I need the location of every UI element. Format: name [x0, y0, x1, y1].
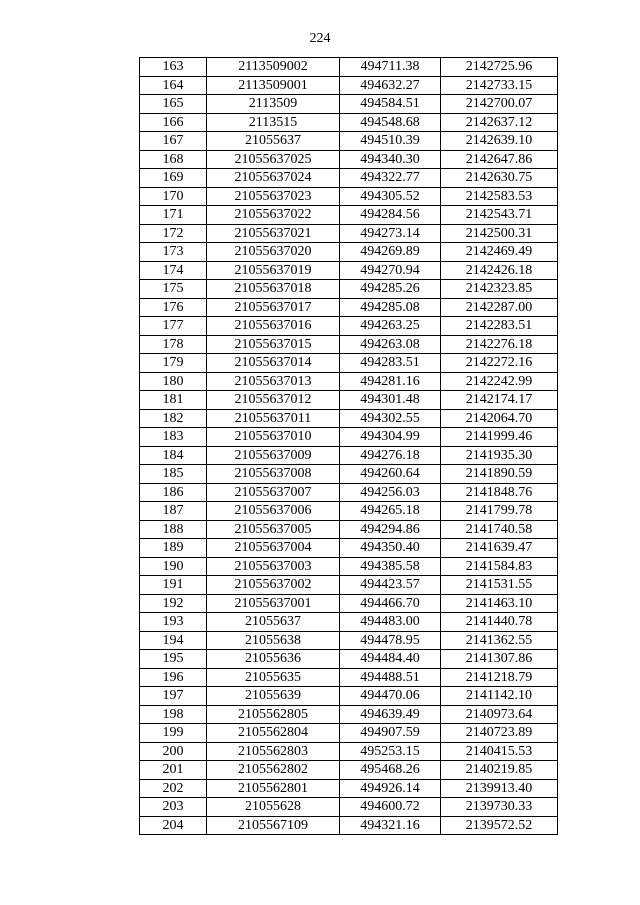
table-row: [140, 761, 558, 780]
row-number-cell: 196: [140, 668, 207, 687]
point-id-cell: 21055639: [207, 687, 340, 706]
y-coordinate-cell: 2140219.85: [441, 761, 558, 780]
point-id-cell: 21055637012: [207, 391, 340, 410]
y-coordinate-cell: 2142276.18: [441, 335, 558, 354]
row-number-cell: 198: [140, 705, 207, 724]
table-row: [140, 169, 558, 188]
x-coordinate-cell: 494265.18: [340, 502, 441, 521]
x-coordinate-cell: 494283.51: [340, 354, 441, 373]
point-id-cell: 21055637008: [207, 465, 340, 484]
y-coordinate-cell: 2142323.85: [441, 280, 558, 299]
x-coordinate-cell: 494548.68: [340, 113, 441, 132]
row-number-cell: 172: [140, 224, 207, 243]
row-number-cell: 200: [140, 742, 207, 761]
point-id-cell: 21055637020: [207, 243, 340, 262]
point-id-cell: 21055637025: [207, 150, 340, 169]
table-row: [140, 742, 558, 761]
y-coordinate-cell: 2139572.52: [441, 816, 558, 835]
row-number-cell: 164: [140, 76, 207, 95]
table-row: [140, 95, 558, 114]
x-coordinate-cell: 494600.72: [340, 798, 441, 817]
y-coordinate-cell: 2142700.07: [441, 95, 558, 114]
x-coordinate-cell: 494466.70: [340, 594, 441, 613]
table-row: [140, 798, 558, 817]
point-id-cell: 2113509001: [207, 76, 340, 95]
x-coordinate-cell: 494632.27: [340, 76, 441, 95]
row-number-cell: 175: [140, 280, 207, 299]
table-row: [140, 206, 558, 225]
y-coordinate-cell: 2141890.59: [441, 465, 558, 484]
row-number-cell: 165: [140, 95, 207, 114]
point-id-cell: 21055637013: [207, 372, 340, 391]
y-coordinate-cell: 2142287.00: [441, 298, 558, 317]
table-row: [140, 465, 558, 484]
y-coordinate-cell: 2141142.10: [441, 687, 558, 706]
x-coordinate-cell: 494285.08: [340, 298, 441, 317]
point-id-cell: 2105562803: [207, 742, 340, 761]
table-row: [140, 298, 558, 317]
y-coordinate-cell: 2140415.53: [441, 742, 558, 761]
y-coordinate-cell: 2142064.70: [441, 409, 558, 428]
x-coordinate-cell: 494483.00: [340, 613, 441, 632]
row-number-cell: 204: [140, 816, 207, 835]
row-number-cell: 191: [140, 576, 207, 595]
row-number-cell: 168: [140, 150, 207, 169]
table-row: [140, 705, 558, 724]
point-id-cell: 2105562804: [207, 724, 340, 743]
y-coordinate-cell: 2142174.17: [441, 391, 558, 410]
row-number-cell: 190: [140, 557, 207, 576]
row-number-cell: 194: [140, 631, 207, 650]
row-number-cell: 169: [140, 169, 207, 188]
point-id-cell: 2113509: [207, 95, 340, 114]
x-coordinate-cell: 494284.56: [340, 206, 441, 225]
row-number-cell: 201: [140, 761, 207, 780]
row-number-cell: 197: [140, 687, 207, 706]
point-id-cell: 2105562802: [207, 761, 340, 780]
table-row: [140, 150, 558, 169]
x-coordinate-cell: 494305.52: [340, 187, 441, 206]
x-coordinate-cell: 494321.16: [340, 816, 441, 835]
table-row: [140, 631, 558, 650]
y-coordinate-cell: 2142647.86: [441, 150, 558, 169]
point-id-cell: 21055637018: [207, 280, 340, 299]
row-number-cell: 192: [140, 594, 207, 613]
table-row: [140, 335, 558, 354]
row-number-cell: 188: [140, 520, 207, 539]
table-row: [140, 446, 558, 465]
row-number-cell: 179: [140, 354, 207, 373]
point-id-cell: 21055637001: [207, 594, 340, 613]
table-row: [140, 594, 558, 613]
table-row: [140, 372, 558, 391]
x-coordinate-cell: 494478.95: [340, 631, 441, 650]
row-number-cell: 173: [140, 243, 207, 262]
row-number-cell: 186: [140, 483, 207, 502]
table-row: [140, 113, 558, 132]
row-number-cell: 170: [140, 187, 207, 206]
y-coordinate-cell: 2139913.40: [441, 779, 558, 798]
x-coordinate-cell: 494276.18: [340, 446, 441, 465]
row-number-cell: 193: [140, 613, 207, 632]
point-id-cell: 21055637023: [207, 187, 340, 206]
x-coordinate-cell: 495468.26: [340, 761, 441, 780]
y-coordinate-cell: 2139730.33: [441, 798, 558, 817]
point-id-cell: 21055637: [207, 613, 340, 632]
point-id-cell: 2105562801: [207, 779, 340, 798]
x-coordinate-cell: 494281.16: [340, 372, 441, 391]
table-row: [140, 668, 558, 687]
y-coordinate-cell: 2141848.76: [441, 483, 558, 502]
point-id-cell: 21055637024: [207, 169, 340, 188]
row-number-cell: 181: [140, 391, 207, 410]
point-id-cell: 21055637002: [207, 576, 340, 595]
x-coordinate-cell: 494470.06: [340, 687, 441, 706]
table-row: [140, 132, 558, 151]
point-id-cell: 21055638: [207, 631, 340, 650]
point-id-cell: 21055637016: [207, 317, 340, 336]
table-row: [140, 280, 558, 299]
y-coordinate-cell: 2140723.89: [441, 724, 558, 743]
row-number-cell: 177: [140, 317, 207, 336]
row-number-cell: 163: [140, 58, 207, 77]
y-coordinate-cell: 2141362.55: [441, 631, 558, 650]
table-row: [140, 557, 558, 576]
y-coordinate-cell: 2142733.15: [441, 76, 558, 95]
point-id-cell: 21055637004: [207, 539, 340, 558]
row-number-cell: 203: [140, 798, 207, 817]
y-coordinate-cell: 2141740.58: [441, 520, 558, 539]
y-coordinate-cell: 2142543.71: [441, 206, 558, 225]
row-number-cell: 180: [140, 372, 207, 391]
point-id-cell: 2105562805: [207, 705, 340, 724]
row-number-cell: 189: [140, 539, 207, 558]
page-number: 224: [309, 31, 331, 46]
y-coordinate-cell: 2142725.96: [441, 58, 558, 77]
table-row: [140, 539, 558, 558]
x-coordinate-cell: 494584.51: [340, 95, 441, 114]
y-coordinate-cell: 2141584.83: [441, 557, 558, 576]
table-row: [140, 224, 558, 243]
point-id-cell: 21055636: [207, 650, 340, 669]
y-coordinate-cell: 2142242.99: [441, 372, 558, 391]
point-id-cell: 21055637: [207, 132, 340, 151]
coordinates-table: [139, 57, 558, 835]
point-id-cell: 21055637017: [207, 298, 340, 317]
row-number-cell: 199: [140, 724, 207, 743]
table-row: [140, 428, 558, 447]
x-coordinate-cell: 494263.08: [340, 335, 441, 354]
x-coordinate-cell: 494340.30: [340, 150, 441, 169]
y-coordinate-cell: 2141531.55: [441, 576, 558, 595]
y-coordinate-cell: 2141218.79: [441, 668, 558, 687]
table-row: [140, 520, 558, 539]
point-id-cell: 21055637006: [207, 502, 340, 521]
table-row: [140, 779, 558, 798]
table-row: [140, 76, 558, 95]
y-coordinate-cell: 2142637.12: [441, 113, 558, 132]
x-coordinate-cell: 494273.14: [340, 224, 441, 243]
y-coordinate-cell: 2141463.10: [441, 594, 558, 613]
y-coordinate-cell: 2141799.78: [441, 502, 558, 521]
row-number-cell: 166: [140, 113, 207, 132]
point-id-cell: 21055637011: [207, 409, 340, 428]
y-coordinate-cell: 2141999.46: [441, 428, 558, 447]
table-row: [140, 687, 558, 706]
x-coordinate-cell: 494322.77: [340, 169, 441, 188]
table-row: [140, 613, 558, 632]
row-number-cell: 176: [140, 298, 207, 317]
table-row: [140, 576, 558, 595]
point-id-cell: 21055628: [207, 798, 340, 817]
x-coordinate-cell: 494639.49: [340, 705, 441, 724]
x-coordinate-cell: 494385.58: [340, 557, 441, 576]
row-number-cell: 185: [140, 465, 207, 484]
y-coordinate-cell: 2140973.64: [441, 705, 558, 724]
row-number-cell: 174: [140, 261, 207, 280]
point-id-cell: 21055637014: [207, 354, 340, 373]
table-row: [140, 816, 558, 835]
y-coordinate-cell: 2141639.47: [441, 539, 558, 558]
y-coordinate-cell: 2142283.51: [441, 317, 558, 336]
row-number-cell: 187: [140, 502, 207, 521]
table-row: [140, 391, 558, 410]
table-row: [140, 724, 558, 743]
x-coordinate-cell: 494423.57: [340, 576, 441, 595]
point-id-cell: 21055637019: [207, 261, 340, 280]
y-coordinate-cell: 2141440.78: [441, 613, 558, 632]
x-coordinate-cell: 494484.40: [340, 650, 441, 669]
row-number-cell: 202: [140, 779, 207, 798]
point-id-cell: 2113509002: [207, 58, 340, 77]
row-number-cell: 178: [140, 335, 207, 354]
point-id-cell: 21055637009: [207, 446, 340, 465]
x-coordinate-cell: 494294.86: [340, 520, 441, 539]
table-row: [140, 187, 558, 206]
coordinates-table-body: [140, 58, 558, 835]
table-row: [140, 58, 558, 77]
row-number-cell: 171: [140, 206, 207, 225]
table-row: [140, 354, 558, 373]
y-coordinate-cell: 2142272.16: [441, 354, 558, 373]
row-number-cell: 195: [140, 650, 207, 669]
x-coordinate-cell: 494260.64: [340, 465, 441, 484]
row-number-cell: 182: [140, 409, 207, 428]
table-row: [140, 483, 558, 502]
point-id-cell: 21055637003: [207, 557, 340, 576]
y-coordinate-cell: 2142639.10: [441, 132, 558, 151]
point-id-cell: 21055637021: [207, 224, 340, 243]
x-coordinate-cell: 494711.38: [340, 58, 441, 77]
row-number-cell: 167: [140, 132, 207, 151]
x-coordinate-cell: 494488.51: [340, 668, 441, 687]
point-id-cell: 2113515: [207, 113, 340, 132]
y-coordinate-cell: 2142583.53: [441, 187, 558, 206]
x-coordinate-cell: 494350.40: [340, 539, 441, 558]
x-coordinate-cell: 494269.89: [340, 243, 441, 262]
y-coordinate-cell: 2141935.30: [441, 446, 558, 465]
x-coordinate-cell: 494263.25: [340, 317, 441, 336]
point-id-cell: 2105567109: [207, 816, 340, 835]
x-coordinate-cell: 494926.14: [340, 779, 441, 798]
point-id-cell: 21055637015: [207, 335, 340, 354]
row-number-cell: 184: [140, 446, 207, 465]
table-row: [140, 261, 558, 280]
x-coordinate-cell: 494304.99: [340, 428, 441, 447]
x-coordinate-cell: 494256.03: [340, 483, 441, 502]
y-coordinate-cell: 2141307.86: [441, 650, 558, 669]
x-coordinate-cell: 494510.39: [340, 132, 441, 151]
x-coordinate-cell: 494907.59: [340, 724, 441, 743]
point-id-cell: 21055635: [207, 668, 340, 687]
x-coordinate-cell: 494302.55: [340, 409, 441, 428]
x-coordinate-cell: 494285.26: [340, 280, 441, 299]
table-row: [140, 650, 558, 669]
table-row: [140, 502, 558, 521]
x-coordinate-cell: 494270.94: [340, 261, 441, 280]
y-coordinate-cell: 2142469.49: [441, 243, 558, 262]
table-row: [140, 409, 558, 428]
y-coordinate-cell: 2142630.75: [441, 169, 558, 188]
x-coordinate-cell: 494301.48: [340, 391, 441, 410]
point-id-cell: 21055637022: [207, 206, 340, 225]
point-id-cell: 21055637007: [207, 483, 340, 502]
point-id-cell: 21055637010: [207, 428, 340, 447]
point-id-cell: 21055637005: [207, 520, 340, 539]
y-coordinate-cell: 2142500.31: [441, 224, 558, 243]
table-row: [140, 243, 558, 262]
x-coordinate-cell: 495253.15: [340, 742, 441, 761]
table-row: [140, 317, 558, 336]
row-number-cell: 183: [140, 428, 207, 447]
y-coordinate-cell: 2142426.18: [441, 261, 558, 280]
